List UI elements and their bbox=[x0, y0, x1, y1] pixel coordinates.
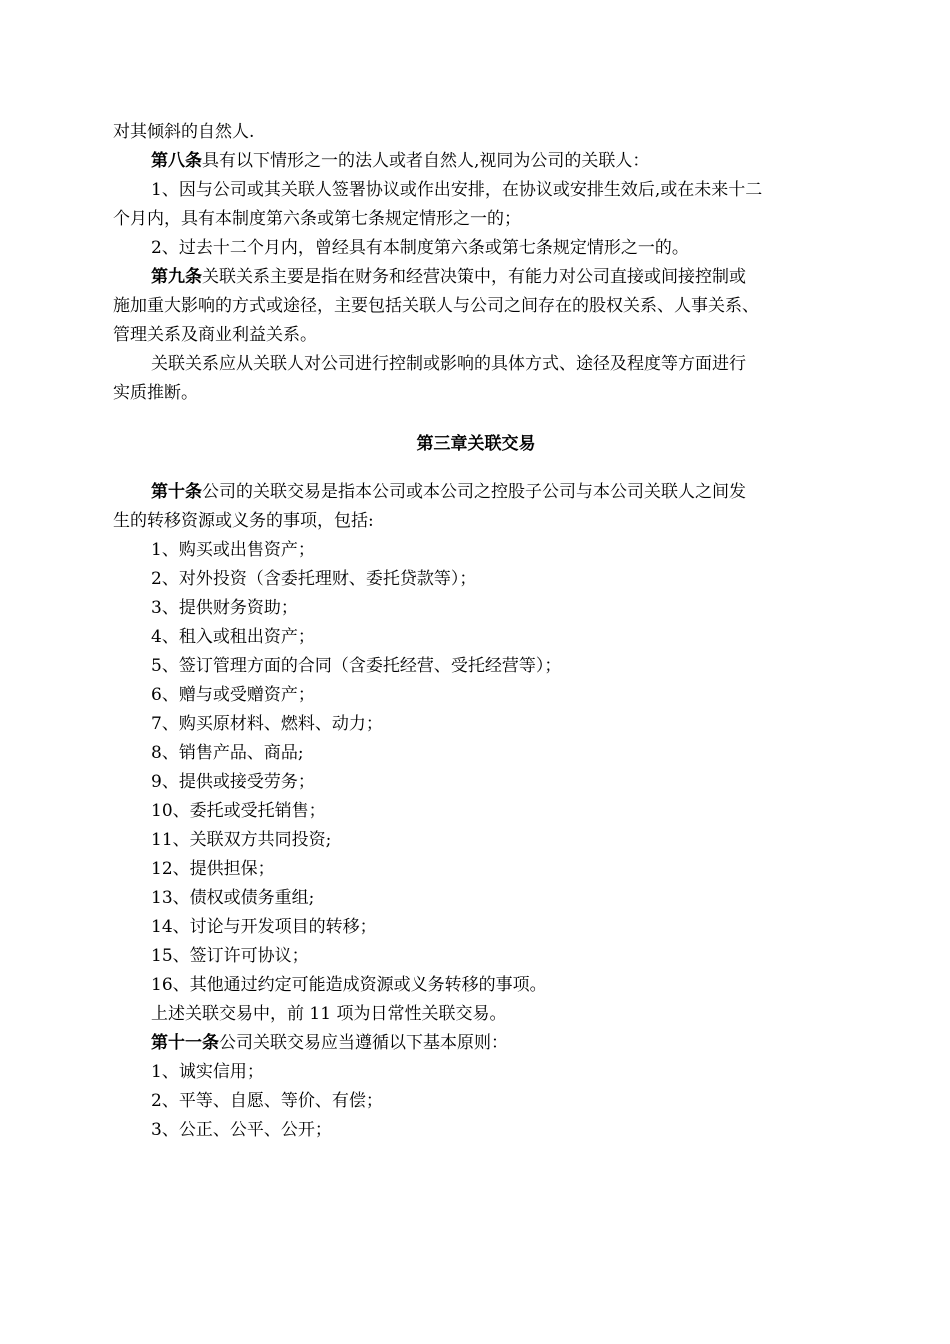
list-item: 9、提供或接受劳务； bbox=[151, 772, 315, 792]
article-9-para-2-line-2: 实质推断。 bbox=[113, 383, 198, 403]
list-item: 13、债权或债务重组; bbox=[151, 888, 315, 908]
document-body bbox=[113, 118, 839, 1145]
chapter-3-title: 第三章关联交易 bbox=[416, 434, 536, 454]
list-item: 4、租入或租出资产； bbox=[151, 627, 315, 647]
article-10-line-2: 生的转移资源或义务的事项，包括: bbox=[113, 511, 374, 531]
article-8-item-1-line-1: 1、因与公司或其关联人签署协议或作出安排，在协议或安排生效后,或在未来十二 bbox=[151, 180, 763, 200]
list-item: 12、提供担保； bbox=[151, 859, 275, 879]
list-item: 3、提供财务资助； bbox=[151, 598, 298, 618]
list-item: 16、其他通过约定可能造成资源或义务转移的事项。 bbox=[151, 975, 547, 995]
list-item: 15、签订许可协议； bbox=[151, 946, 309, 966]
article-8-line bbox=[113, 147, 839, 176]
intro-tail-line: 对其倾斜的自然人. bbox=[113, 122, 255, 142]
article-11-line bbox=[113, 1029, 839, 1058]
article-8-item-1-line-2: 个月内，具有本制度第六条或第七条规定情形之一的； bbox=[113, 209, 521, 229]
list-item: 6、赠与或受赠资产； bbox=[151, 685, 315, 705]
article-11-text: 公司关联交易应当遵循以下基本原则： bbox=[219, 1033, 508, 1053]
list-item: 8、销售产品、商品; bbox=[151, 743, 304, 763]
article-9-para-2-line-1: 关联关系应从关联人对公司进行控制或影响的具体方式、途径及程度等方面进行 bbox=[151, 354, 746, 374]
article-10-summary: 上述关联交易中，前 11 项为日常性关联交易。 bbox=[151, 1004, 507, 1024]
list-item: 2、平等、自愿、等价、有偿； bbox=[151, 1091, 383, 1111]
list-item: 2、对外投资（含委托理财、委托贷款等）； bbox=[151, 569, 477, 589]
article-10-text: 公司的关联交易是指本公司或本公司之控股子公司与本公司关联人之间发 bbox=[202, 482, 746, 502]
article-9-line-1 bbox=[113, 263, 839, 292]
list-item: 5、签订管理方面的合同（含委托经营、受托经营等）； bbox=[151, 656, 562, 676]
article-8-heading: 第八条 bbox=[151, 151, 202, 171]
article-8-text: 具有以下情形之一的法人或者自然人,视同为公司的关联人： bbox=[202, 151, 650, 171]
article-10-line-1 bbox=[113, 478, 839, 507]
article-9-line-3: 管理关系及商业利益关系。 bbox=[113, 325, 317, 345]
list-item: 1、购买或出售资产； bbox=[151, 540, 315, 560]
article-9-heading: 第九条 bbox=[151, 267, 202, 287]
article-10-heading: 第十条 bbox=[151, 482, 202, 502]
list-item: 11、关联双方共同投资; bbox=[151, 830, 332, 850]
list-item: 14、讨论与开发项目的转移； bbox=[151, 917, 377, 937]
article-9-line-2: 施加重大影响的方式或途径，主要包括关联人与公司之间存在的股权关系、人事关系、 bbox=[113, 296, 759, 316]
list-item: 1、诚实信用； bbox=[151, 1062, 264, 1082]
list-item: 7、购买原材料、燃料、动力； bbox=[151, 714, 383, 734]
article-11-heading: 第十一条 bbox=[151, 1033, 219, 1053]
article-8-item-2: 2、过去十二个月内，曾经具有本制度第六条或第七条规定情形之一的。 bbox=[151, 238, 689, 258]
list-item: 3、公正、公平、公开； bbox=[151, 1120, 332, 1140]
list-item: 10、委托或受托销售； bbox=[151, 801, 326, 821]
article-9-text: 关联关系主要是指在财务和经营决策中，有能力对公司直接或间接控制或 bbox=[202, 267, 746, 287]
